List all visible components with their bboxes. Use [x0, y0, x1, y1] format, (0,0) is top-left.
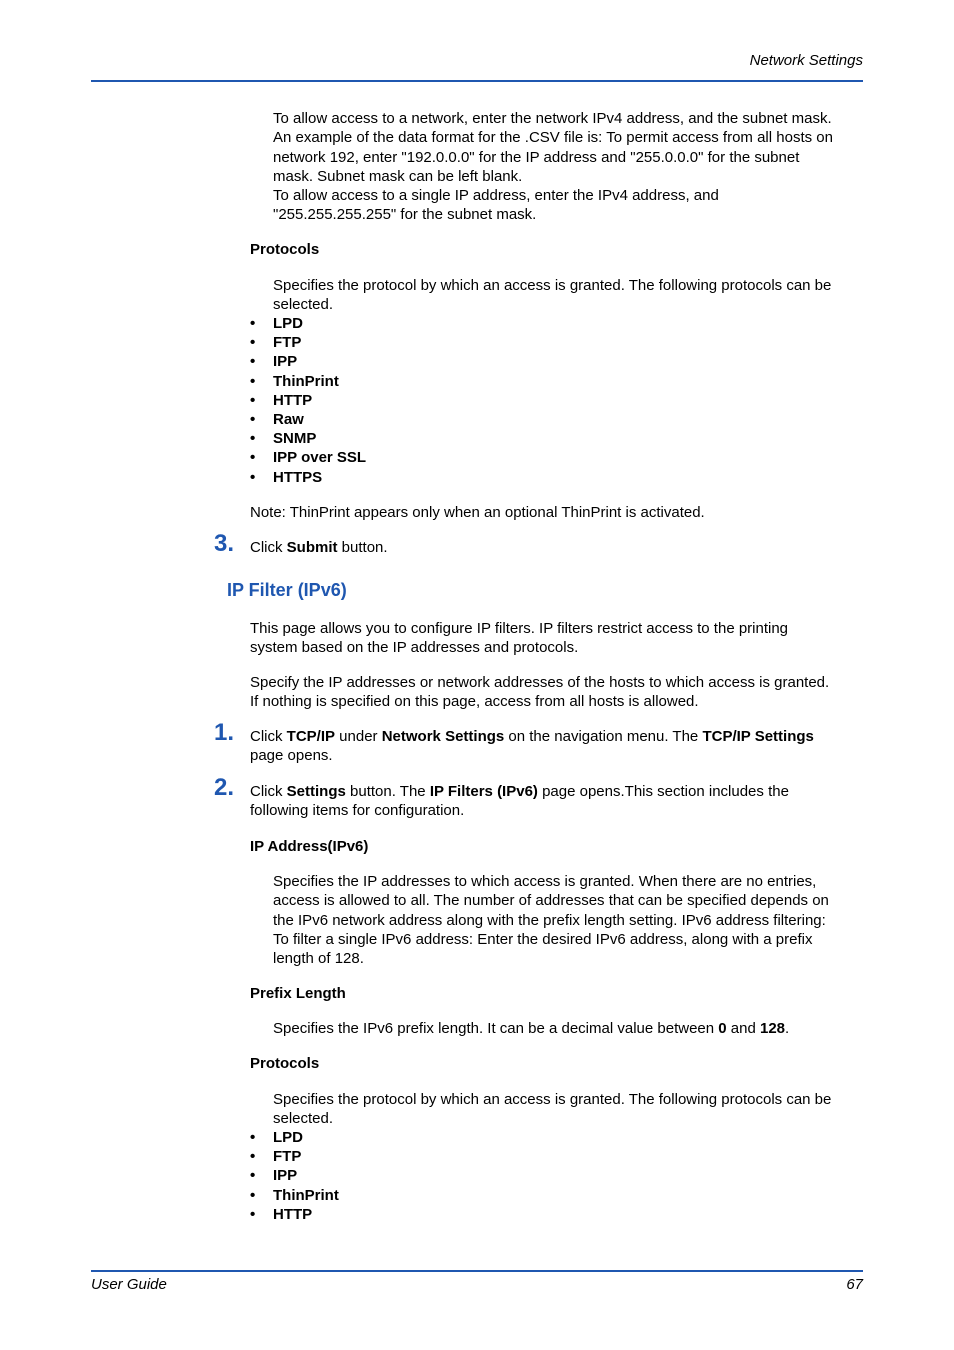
step-2-text	[250, 782, 789, 821]
protocol-list	[250, 1128, 339, 1224]
bullet-icon: •	[250, 334, 256, 352]
bullet-icon: •	[250, 315, 256, 332]
text-line: To filter a single IPv6 address: Enter the desired IPv6 address, along with a prefix	[273, 930, 813, 948]
bullet-icon: •	[250, 430, 256, 448]
bullet-icon: •	[250, 1129, 256, 1146]
text-line: Click TCP/IP under Network Settings on the navigation menu. The TCP/IP Settings	[250, 728, 814, 745]
list-item: • IPP	[250, 1167, 298, 1185]
page-number: 67	[846, 1276, 863, 1293]
thinprint-note: Note: ThinPrint appears only when an optional ThinPrint is activated.	[250, 504, 705, 521]
text-line: mask. Subnet mask can be left blank.	[273, 167, 523, 185]
bullet-icon: •	[250, 449, 256, 467]
step-1-text	[250, 727, 814, 766]
list-item: • SNMP	[250, 430, 317, 448]
step-number: 1.	[214, 719, 235, 746]
ip-address-description	[273, 872, 829, 968]
text-line: selected.	[273, 296, 334, 314]
text-line: the IPv6 network address along with the prefix length setting. IPv6 address filtering:	[273, 911, 826, 929]
bullet-icon: •	[250, 372, 256, 390]
list-item: • ThinPrint	[250, 1186, 339, 1204]
section-intro-1	[250, 619, 788, 658]
step-number: 3.	[214, 530, 235, 557]
bullet-icon: •	[250, 1148, 256, 1166]
ipv4-instructions	[273, 109, 833, 225]
bullet-icon: •	[250, 1186, 256, 1204]
bullet-icon: •	[250, 468, 256, 486]
list-item: • HTTP	[250, 1205, 313, 1223]
bullet-icon: •	[250, 391, 256, 409]
text-line: Click Settings button. The IP Filters (IPv6) page opens.This section includes the	[250, 783, 789, 800]
section-intro-2	[250, 673, 829, 712]
text-line: To allow access to a single IP address, enter the IPv4 address, and	[273, 187, 719, 205]
text-line: If nothing is specified on this page, access from all hosts is allowed.	[250, 693, 699, 711]
bullet-icon: •	[250, 411, 256, 429]
text-line: An example of the data format for the .CSV file is: To permit access from all hosts on	[273, 129, 833, 147]
bullet-icon: •	[250, 353, 256, 371]
text-line: "255.255.255.255" for the subnet mask.	[273, 206, 537, 224]
text-line: page opens.	[250, 747, 333, 765]
protocols-description	[273, 276, 831, 315]
protocols-heading: Protocols	[250, 1055, 320, 1072]
list-item: • ThinPrint	[250, 372, 339, 390]
list-item: • Raw	[250, 411, 304, 429]
footer-title: User Guide	[91, 1276, 167, 1293]
step-3-text: Click Submit button.	[250, 539, 388, 556]
list-item: • FTP	[250, 1148, 302, 1166]
list-item: • IPP	[250, 353, 298, 371]
text-line: following items for configuration.	[250, 802, 465, 820]
footer-rule	[91, 1270, 863, 1272]
text-line: Specify the IP addresses or network addresses of the hosts to which access is granted.	[250, 674, 830, 691]
text-line: length of 128.	[273, 950, 364, 968]
text-line: Specifies the IP addresses to which access is granted. When there are no entries,	[273, 873, 817, 890]
section-title: IP Filter (IPv6)	[227, 580, 347, 600]
list-item: • LPD	[250, 1129, 303, 1146]
text-line: Specifies the protocol by which an access is granted. The following protocols can be	[273, 277, 832, 294]
protocol-list	[250, 314, 366, 487]
list-item: • LPD	[250, 315, 303, 332]
list-item: • HTTP	[250, 391, 313, 409]
bullet-icon: •	[250, 1205, 256, 1223]
text-line: system based on the IP addresses and protocols.	[250, 639, 579, 657]
text-line: access is allowed to all. The number of addresses that can be specified depends on	[273, 892, 829, 910]
protocols-description	[273, 1090, 831, 1129]
text-line: To allow access to a network, enter the network IPv4 address, and the subnet mask.	[273, 110, 832, 127]
submit-button-label: Submit	[286, 539, 338, 556]
text-line: network 192, enter "192.0.0.0" for the IP address and "255.0.0.0" for the subnet	[273, 148, 800, 166]
protocols-heading: Protocols	[250, 241, 320, 258]
bullet-icon: •	[250, 1167, 256, 1185]
text-line: This page allows you to configure IP filters. IP filters restrict access to the printing	[250, 620, 789, 637]
text-line: selected.	[273, 1110, 334, 1128]
list-item: • IPP over SSL	[250, 449, 367, 467]
header-rule	[91, 80, 863, 82]
text-line: Specifies the protocol by which an access is granted. The following protocols can be	[273, 1091, 832, 1108]
list-item: • FTP	[250, 334, 302, 352]
prefix-length-description: Specifies the IPv6 prefix length. It can be a decimal value between 0 and 128.	[273, 1020, 790, 1037]
running-header: Network Settings	[749, 52, 863, 69]
step-number: 2.	[214, 774, 235, 801]
prefix-length-heading: Prefix Length	[250, 985, 346, 1002]
ip-address-heading: IP Address(IPv6)	[250, 838, 369, 855]
list-item: • HTTPS	[250, 468, 323, 486]
